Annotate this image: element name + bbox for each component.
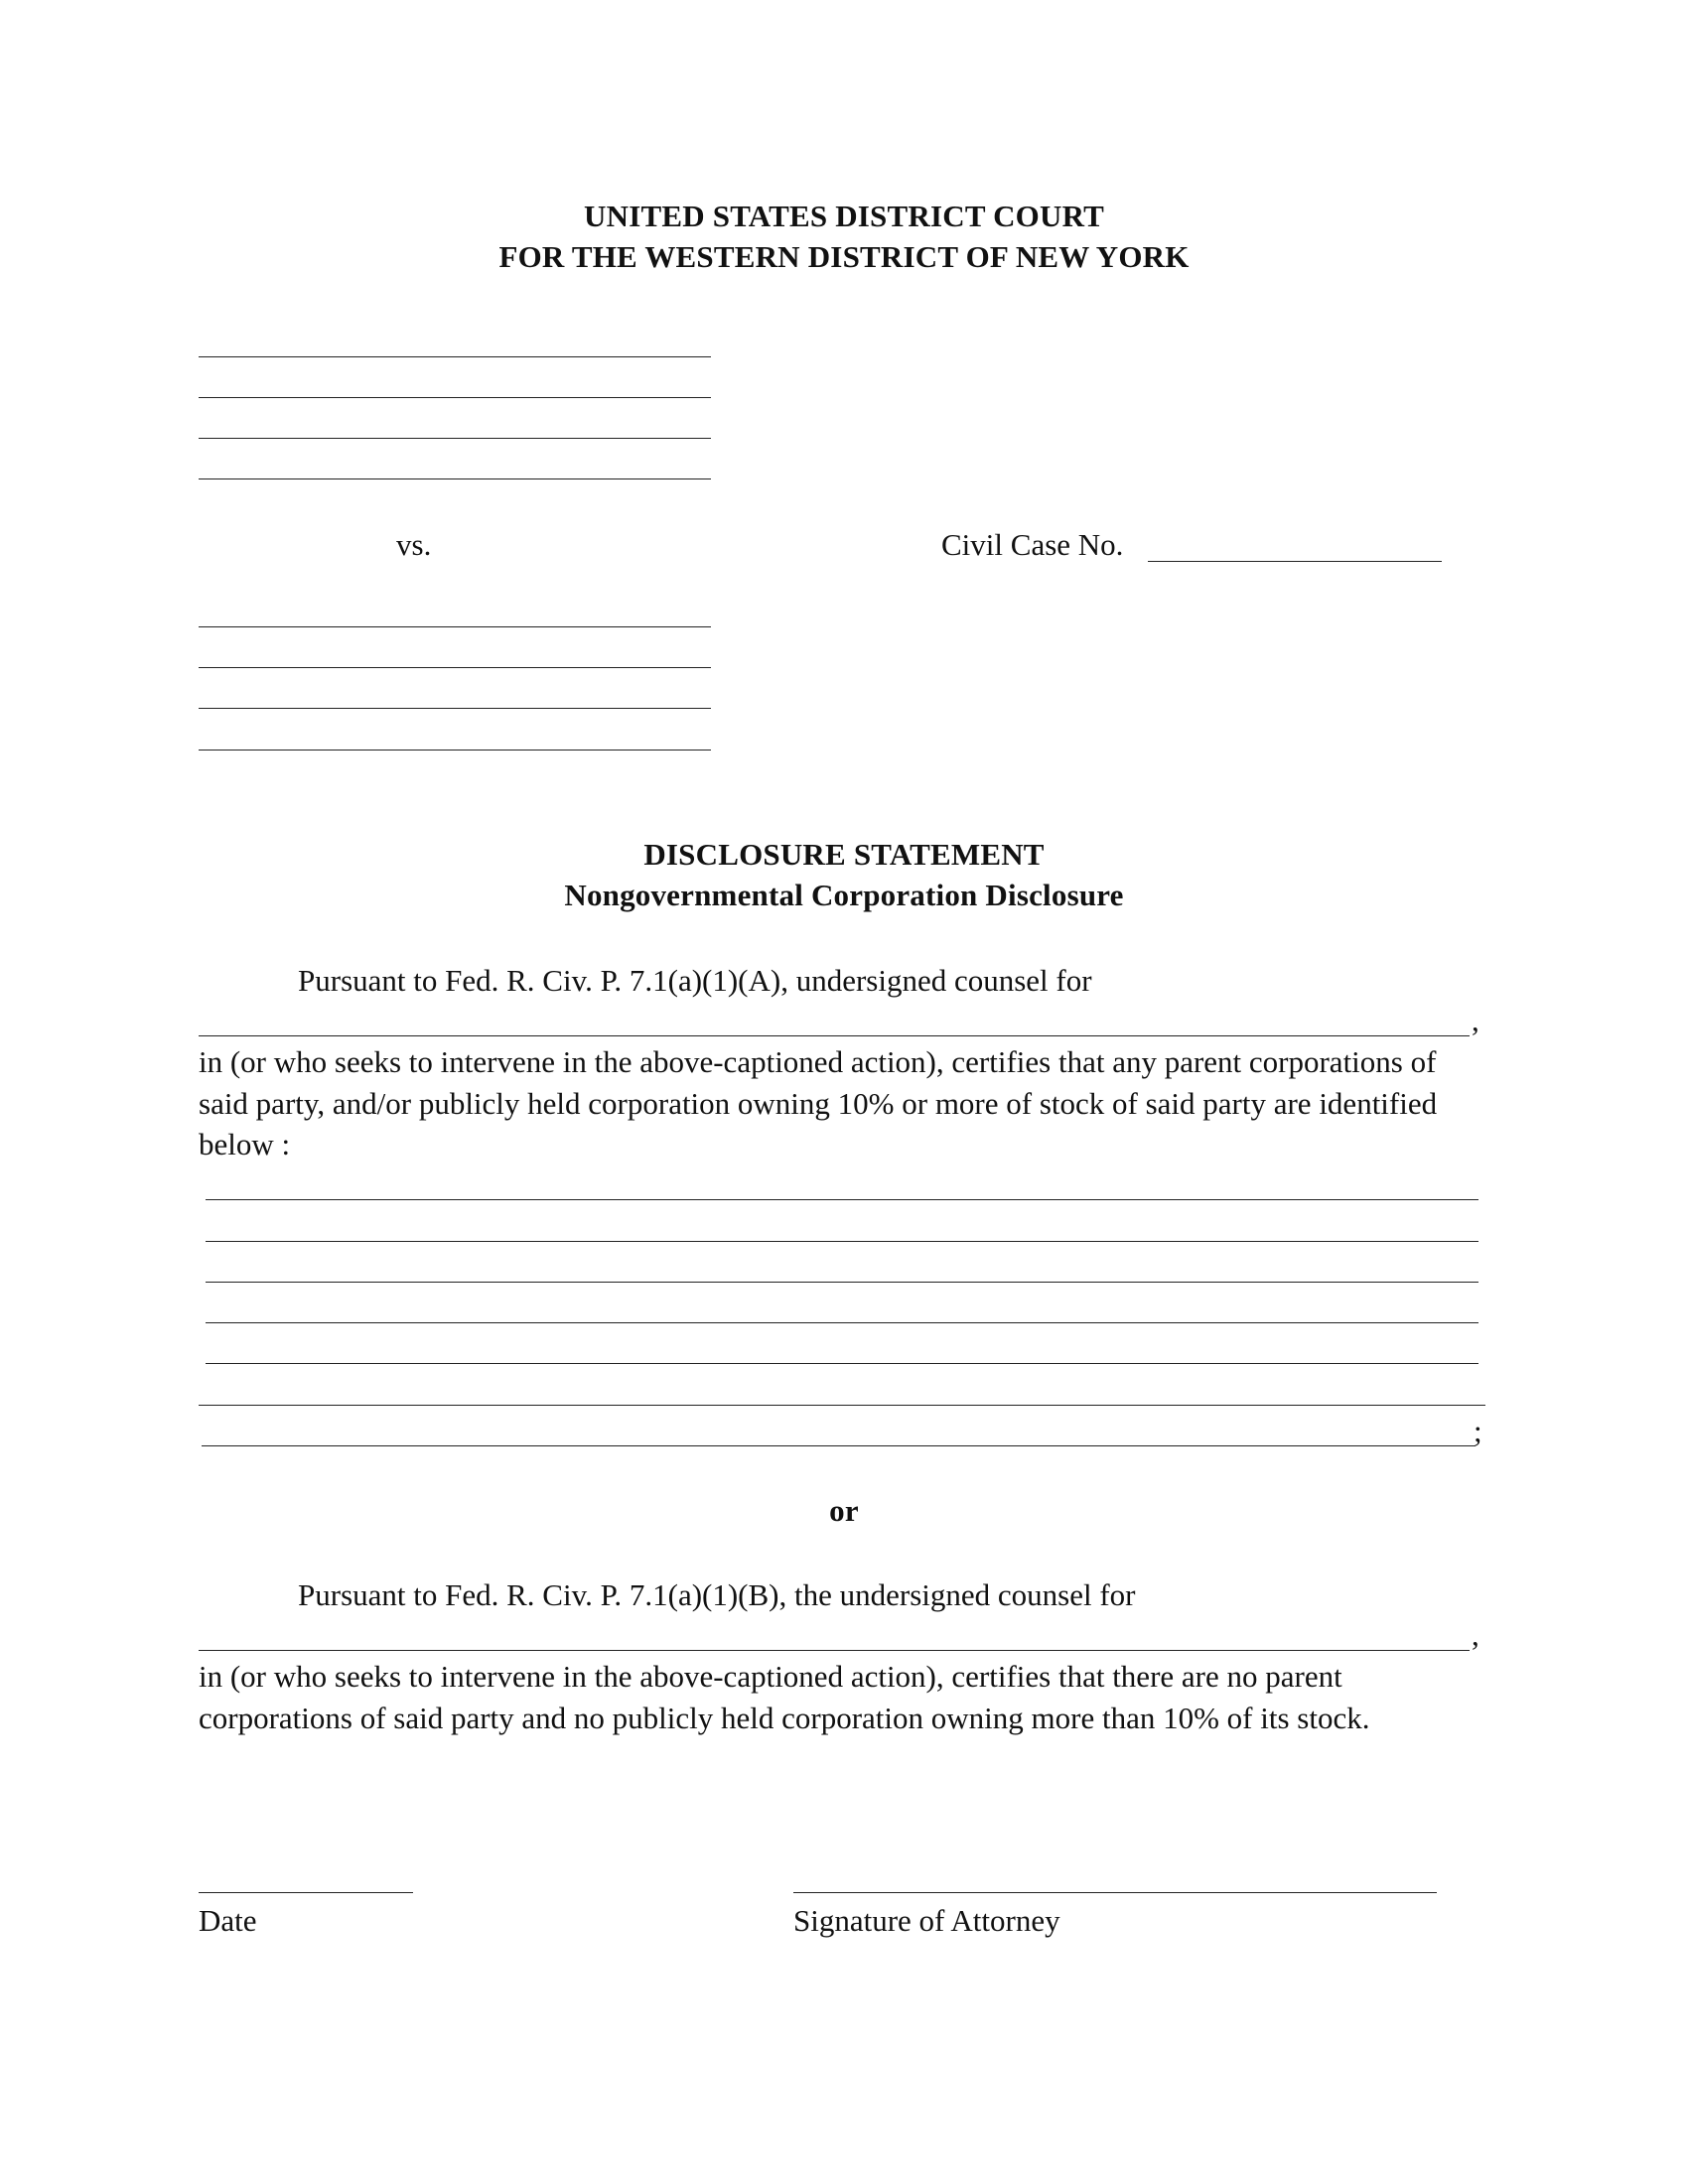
parent-corp-line-5[interactable] <box>206 1363 1478 1364</box>
civil-case-label: Civil Case No. <box>941 527 1124 562</box>
court-name-line2: FOR THE WESTERN DISTRICT OF NEW YORK <box>498 239 1190 274</box>
option-a-semicolon: ; <box>1474 1414 1482 1448</box>
parent-corp-line-3[interactable] <box>206 1282 1478 1283</box>
plaintiff-line-1[interactable] <box>199 356 711 357</box>
attorney-signature-field[interactable] <box>793 1892 1437 1893</box>
versus-label: vs. <box>396 527 432 562</box>
parent-corp-line-1[interactable] <box>206 1199 1478 1200</box>
plaintiff-line-4[interactable] <box>199 478 711 479</box>
plaintiff-line-3[interactable] <box>199 438 711 439</box>
parent-corp-line-6[interactable] <box>199 1405 1485 1406</box>
date-label: Date <box>199 1903 257 1938</box>
or-separator: or <box>829 1493 859 1528</box>
date-field[interactable] <box>199 1892 413 1893</box>
parent-corp-line-2[interactable] <box>206 1241 1478 1242</box>
defendant-line-4[interactable] <box>199 750 711 751</box>
defendant-line-1[interactable] <box>199 626 711 627</box>
civil-case-number-field[interactable] <box>1148 561 1442 562</box>
parent-corp-line-4[interactable] <box>206 1322 1478 1323</box>
option-b-body: in (or who seeks to intervene in the above-captioned action), certifies that there are no parent corporations of said party and no publicly held corporation owning more than 10% of its stock. <box>199 1659 1370 1735</box>
attorney-signature-label: Signature of Attorney <box>793 1903 1060 1938</box>
document-title: DISCLOSURE STATEMENT <box>643 837 1045 872</box>
option-b-party-field[interactable] <box>199 1650 1470 1651</box>
option-a-party-field[interactable] <box>199 1035 1470 1036</box>
option-b-intro: Pursuant to Fed. R. Civ. P. 7.1(a)(1)(B), the undersigned counsel for <box>298 1577 1136 1612</box>
option-a-comma: , <box>1472 1003 1479 1037</box>
defendant-line-3[interactable] <box>199 708 711 709</box>
option-a-body: in (or who seeks to intervene in the above-captioned action), certifies that any parent corporations of said party, and/or publicly held corporation owning 10% or more of stock of said party are identified below : <box>199 1044 1438 1161</box>
defendant-line-2[interactable] <box>199 667 711 668</box>
document-subtitle: Nongovernmental Corporation Disclosure <box>564 878 1124 912</box>
plaintiff-line-2[interactable] <box>199 397 711 398</box>
parent-corp-line-7[interactable] <box>202 1445 1476 1446</box>
option-a-intro: Pursuant to Fed. R. Civ. P. 7.1(a)(1)(A), undersigned counsel for <box>298 963 1092 998</box>
option-b-comma: , <box>1472 1617 1479 1652</box>
court-name-line1: UNITED STATES DISTRICT COURT <box>584 199 1104 233</box>
